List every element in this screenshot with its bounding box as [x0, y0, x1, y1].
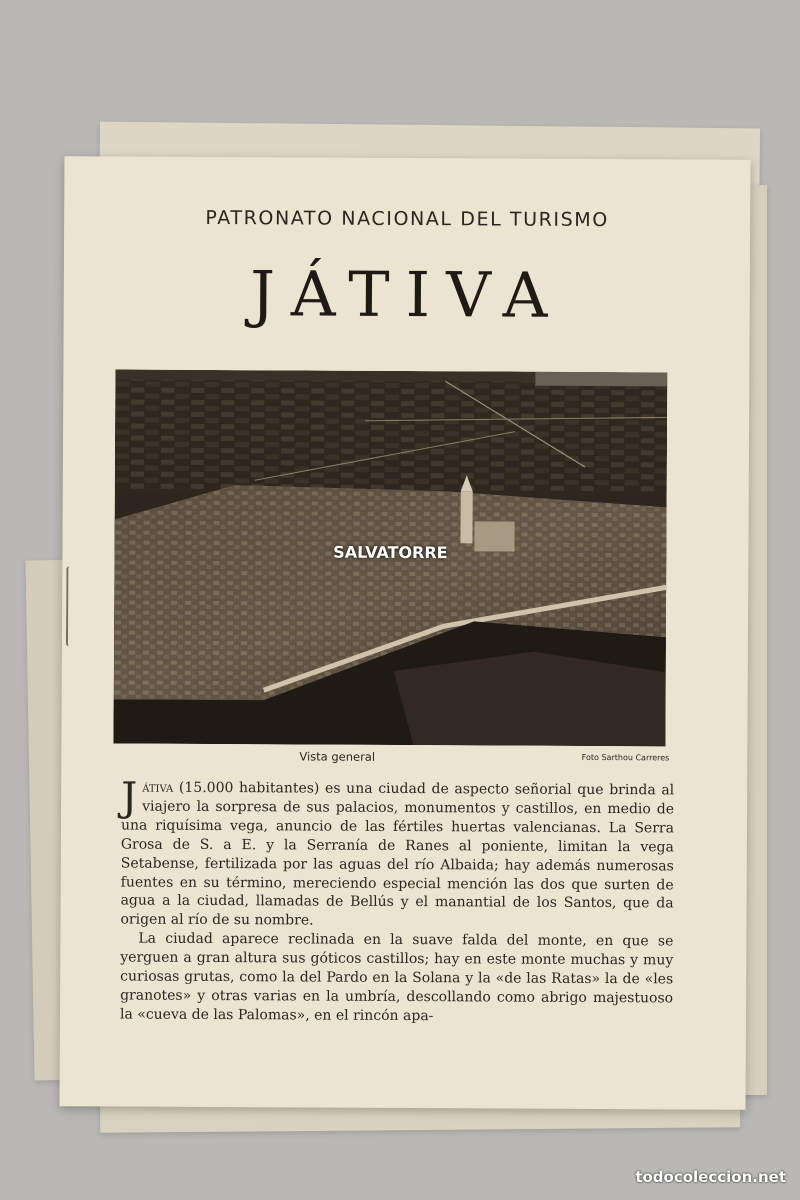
publisher-header: PATRONATO NACIONAL DEL TURISMO [205, 206, 609, 232]
drop-cap: J [121, 774, 138, 821]
photo-credit: Foto Sarthou Carreres [581, 752, 670, 763]
article-body [119, 774, 675, 1028]
lead-word: átiva [142, 779, 174, 796]
staple-mark [66, 566, 74, 646]
photo-caption: Vista general [299, 749, 376, 764]
paragraph-1 [120, 774, 675, 933]
site-logo: todocoleccion.net [635, 1168, 786, 1186]
booklet-page [60, 156, 751, 1110]
page-title: JÁTIVA [249, 257, 564, 332]
paragraph-2: La ciudad aparece reclinada en la suave falda del monte, en que se yerguen a gran altura sus góticos castillos; hay en este monte muchas y muy curiosas grutas, como la del Pardo en la Solana y la «de las Ratas» la de «les granotes» y otras varias en la umbría, descollando como abrigo majestuoso la «cueva de las Palomas», en el rincón apa- [119, 930, 674, 1025]
aerial-photo [113, 369, 667, 746]
paragraph-1-text: (15.000 habitantes) es una ciudad de aspecto señorial que brinda al viajero la sorpresa de sus palacios, monumentos y castillos, en medio de una riquísima vega, anuncio de las fértiles huertas valencianas. La Serra Grosa de S. a E. y la Serranía de Ranes al poniente, limitan la vega Setabense, fertilizada por las aguas del río Albaida; hay además numerosas fuentes en su término, mereciendo especial mención las dos que surten de agua a la ciudad, llamadas de Bellús y el manantial de los Santos, que da origen al río de su nombre. [120, 779, 675, 929]
photo-watermark: SALVATORRE [333, 542, 448, 563]
